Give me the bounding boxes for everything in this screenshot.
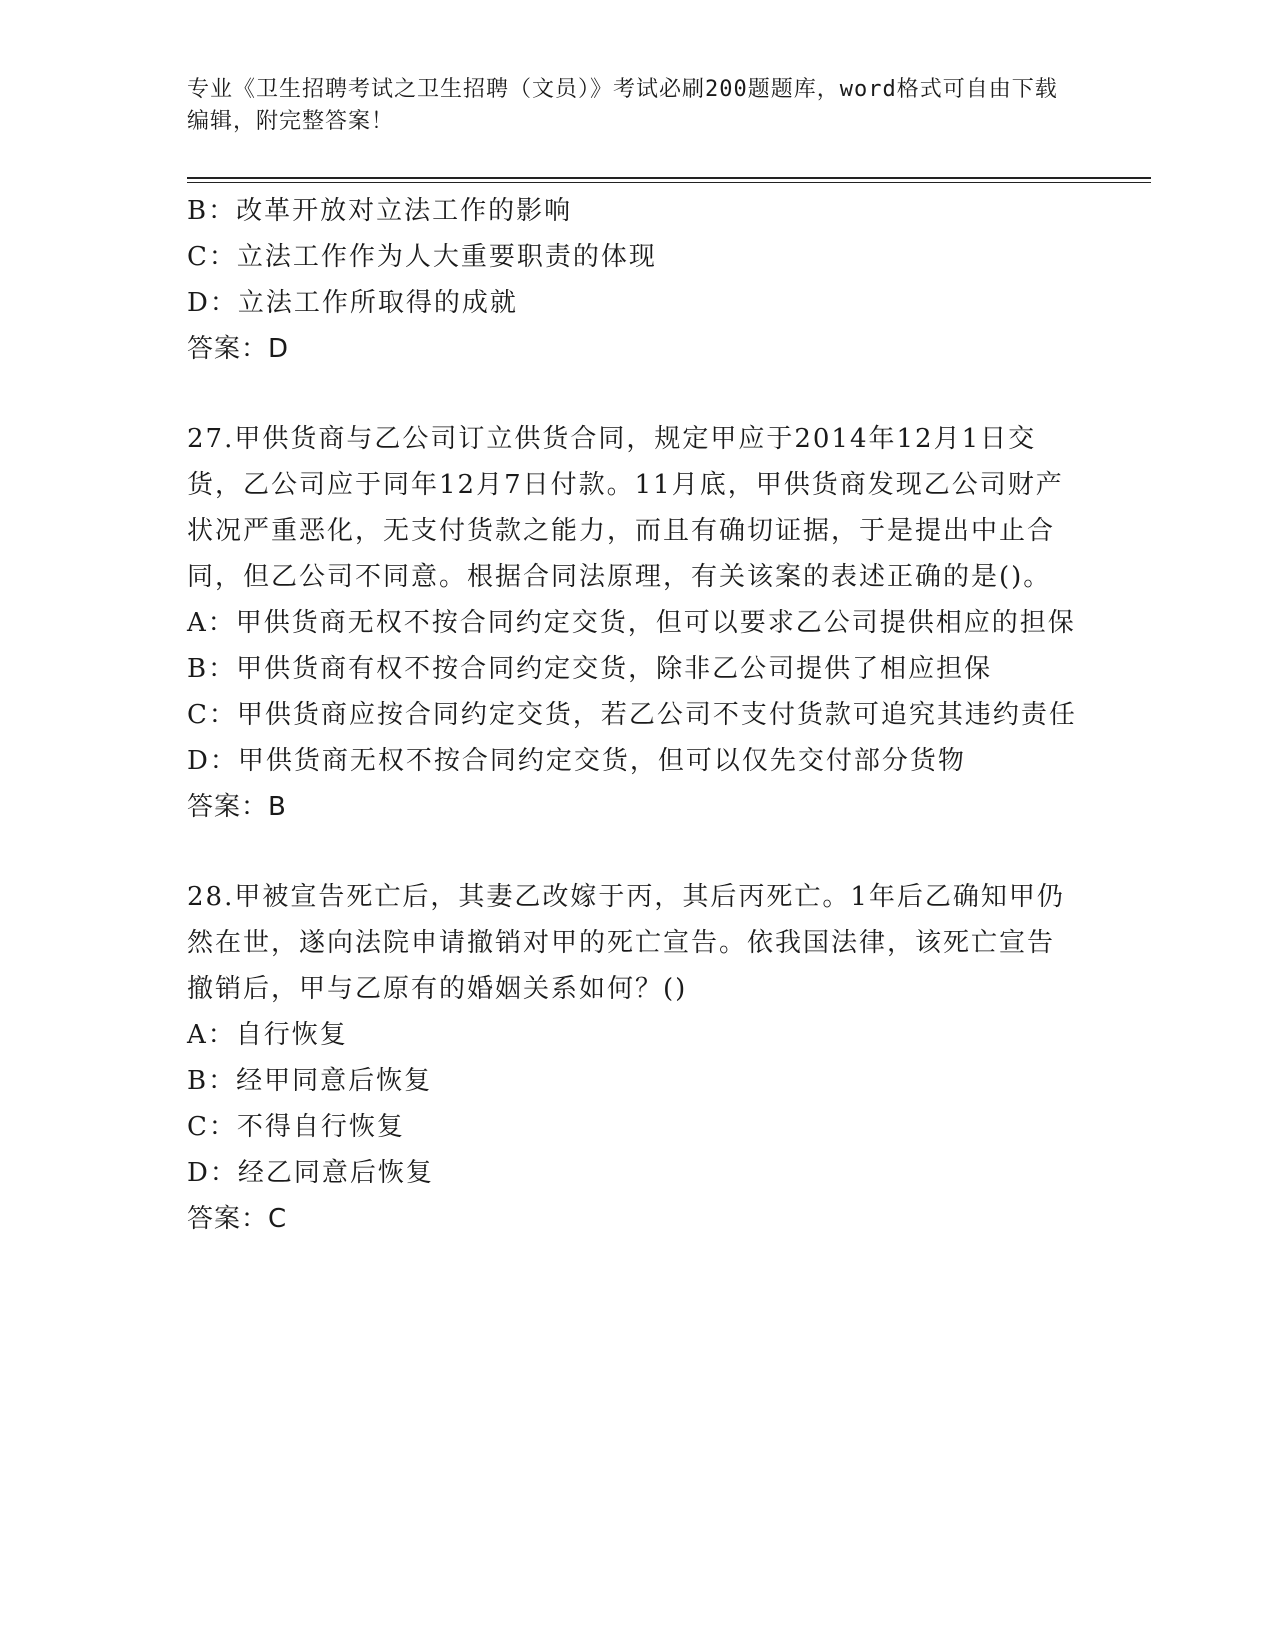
spacer [187, 372, 1077, 416]
question-26-tail [187, 188, 1077, 372]
spacer [187, 830, 1077, 874]
option-d: D：经乙同意后恢复 [187, 1158, 434, 1188]
page-header: 专业《卫生招聘考试之卫生招聘（文员）》考试必刷200题题库，word格式可自由下载编辑，附完整答案！ [187, 77, 1058, 134]
option-d: D：立法工作所取得的成就 [187, 288, 518, 318]
answer-line: 答案：B [187, 792, 287, 822]
question-27 [187, 416, 1077, 830]
option-c: C：不得自行恢复 [187, 1112, 405, 1142]
question-stem: 28.甲被宣告死亡后，其妻乙改嫁于丙，其后丙死亡。1年后乙确知甲仍然在世，遂向法院申请撤销对甲的死亡宣告。依我国法律，该死亡宣告撤销后，甲与乙原有的婚姻关系如何？() [187, 882, 1065, 1004]
option-b: B：经甲同意后恢复 [187, 1066, 433, 1096]
answer-line: 答案：D [187, 334, 290, 364]
question-stem: 27.甲供货商与乙公司订立供货合同，规定甲应于2014年12月1日交货，乙公司应于同年12月7日付款。11月底，甲供货商发现乙公司财产状况严重恶化，无支付货款之能力，而且有确切证据，于是提出中止合同，但乙公司不同意。根据合同法原理，有关该案的表述正确的是()。 [187, 424, 1064, 592]
header-divider-thick [187, 177, 1151, 179]
option-c: C：立法工作作为人大重要职责的体现 [187, 242, 657, 272]
option-b: B：改革开放对立法工作的影响 [187, 196, 573, 226]
option-c: C：甲供货商应按合同约定交货，若乙公司不支付货款可追究其违约责任 [187, 700, 1077, 730]
answer-line: 答案：C [187, 1204, 288, 1234]
question-content [187, 188, 1077, 1242]
question-28 [187, 874, 1077, 1242]
option-a: A：甲供货商无权不按合同约定交货，但可以要求乙公司提供相应的担保 [187, 608, 1076, 638]
header-divider-thin [187, 182, 1151, 183]
option-a: A：自行恢复 [187, 1020, 348, 1050]
option-d: D：甲供货商无权不按合同约定交货，但可以仅先交付部分货物 [187, 746, 966, 776]
option-b: B：甲供货商有权不按合同约定交货，除非乙公司提供了相应担保 [187, 654, 993, 684]
